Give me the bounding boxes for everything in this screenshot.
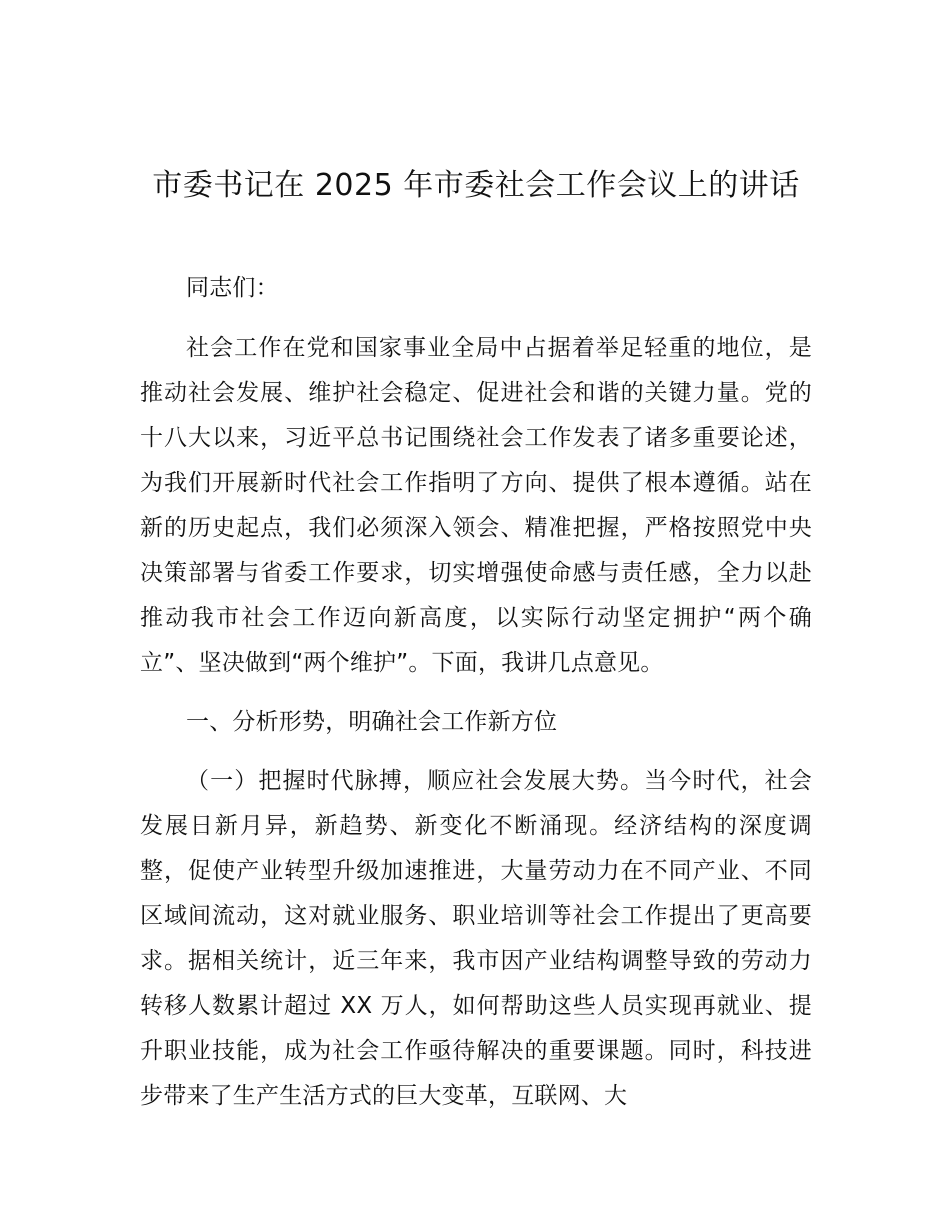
subsection-paragraph-1: （一）把握时代脉搏，顺应社会发展大势。当今时代，社会发展日新月异，新趋势、新变化不断涌现。经济结构的深度调整，促使产业转型升级加速推进，大量劳动力在不同产业、不同区域间流动，这对就业服务、职业培训等社会工作提出了更高要求。据相关统计，近三年来，我市因产业结构调整导致的劳动力转移人数累计超过 XX 万人，如何帮助这些人员实现再就业、提升职业技能，成为社会工作亟待解决的重要课题。同时，科技进步带来了生产生活方式的巨大变革，互联网、大 (140, 768, 812, 1109)
document-body (140, 266, 812, 1119)
section-heading-1: 一、分析形势，明确社会工作新方位 (186, 709, 558, 735)
salutation: 同志们： (186, 275, 279, 301)
document-title: 市委书记在 2025 年市委社会工作会议上的讲话 (152, 168, 800, 203)
intro-paragraph: 社会工作在党和国家事业全局中占据着举足轻重的地位，是推动社会发展、维护社会稳定、促进社会和谐的关键力量。党的十八大以来，习近平总书记围绕社会工作发表了诸多重要论述，为我们开展新时代社会工作指明了方向、提供了根本遵循。站在新的历史起点，我们必须深入领会、精准把握，严格按照党中央决策部署与省委工作要求，切实增强使命感与责任感，全力以赴推动我市社会工作迈向新高度，以实际行动坚定拥护“两个确立”、坚决做到“两个维护”。下面，我讲几点意见。 (140, 335, 812, 676)
